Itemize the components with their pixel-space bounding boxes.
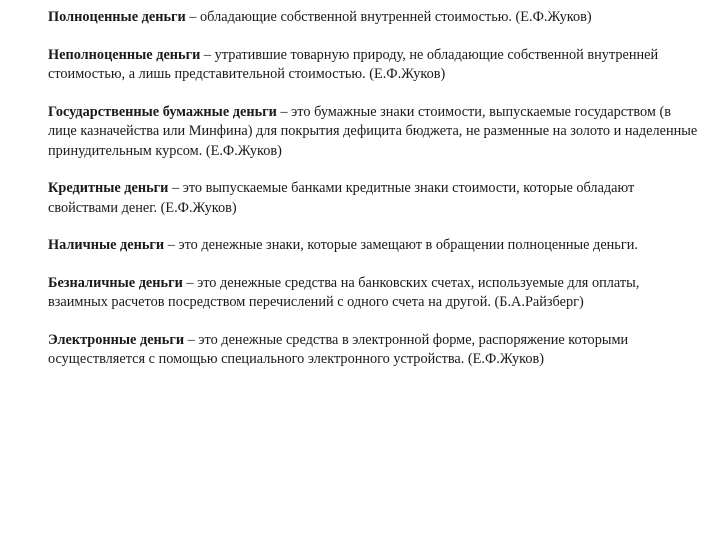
definition-term: Безналичные деньги: [48, 274, 183, 291]
definition-term: Наличные деньги: [48, 237, 165, 253]
definition-term: Государственные бумажные деньги: [48, 103, 277, 120]
definition-token-money: [48, 46, 698, 85]
definition-term: Неполноценные деньги: [48, 46, 201, 63]
definition-electronic-money: [48, 331, 698, 370]
definition-term: Кредитные деньги: [48, 180, 169, 196]
definition-non-cash-money: [48, 274, 698, 313]
definition-credit-money: [48, 179, 698, 218]
definition-text: – это денежные средства на банковских счетах, используемые для оплаты, взаимных расчетов посредством перечислений с одного счета на другой. (Б.А.Райзберг): [48, 274, 640, 310]
definition-text: – это денежные знаки, которые замещают в обращении полноценные деньги.: [164, 237, 638, 253]
definition-term: Электронные деньги: [48, 331, 185, 348]
definition-text: – это бумажные знаки стоимости, выпускаемые государством (в лице казначейства или Минфина) для покрытия дефицита бюджета, не разменные на золото и наделенные принудительным курсом. (Е.Ф.Жуков): [48, 103, 698, 159]
definition-text: – это выпускаемые банками кредитные знаки стоимости, которые обладают свойствами денег. (Е.Ф.Жуков): [48, 180, 635, 216]
definition-term: Полноценные деньги: [48, 9, 186, 25]
definitions-document: [48, 8, 698, 388]
definition-text: – это денежные средства в электронной форме, распоряжение которыми осуществляется с помощью специального электронного устройства. (Е.Ф.Жуков): [48, 331, 629, 367]
definition-text: – утратившие товарную природу, не обладающие собственной внутренней стоимостью, а лишь представительной стоимостью. (Е.Ф.Жуков): [48, 46, 659, 82]
definition-state-paper-money: [48, 103, 698, 162]
definition-cash-money: [48, 236, 698, 256]
definition-text: – обладающие собственной внутренней стоимостью. (Е.Ф.Жуков): [185, 9, 592, 25]
definition-full-value-money: [48, 8, 698, 28]
